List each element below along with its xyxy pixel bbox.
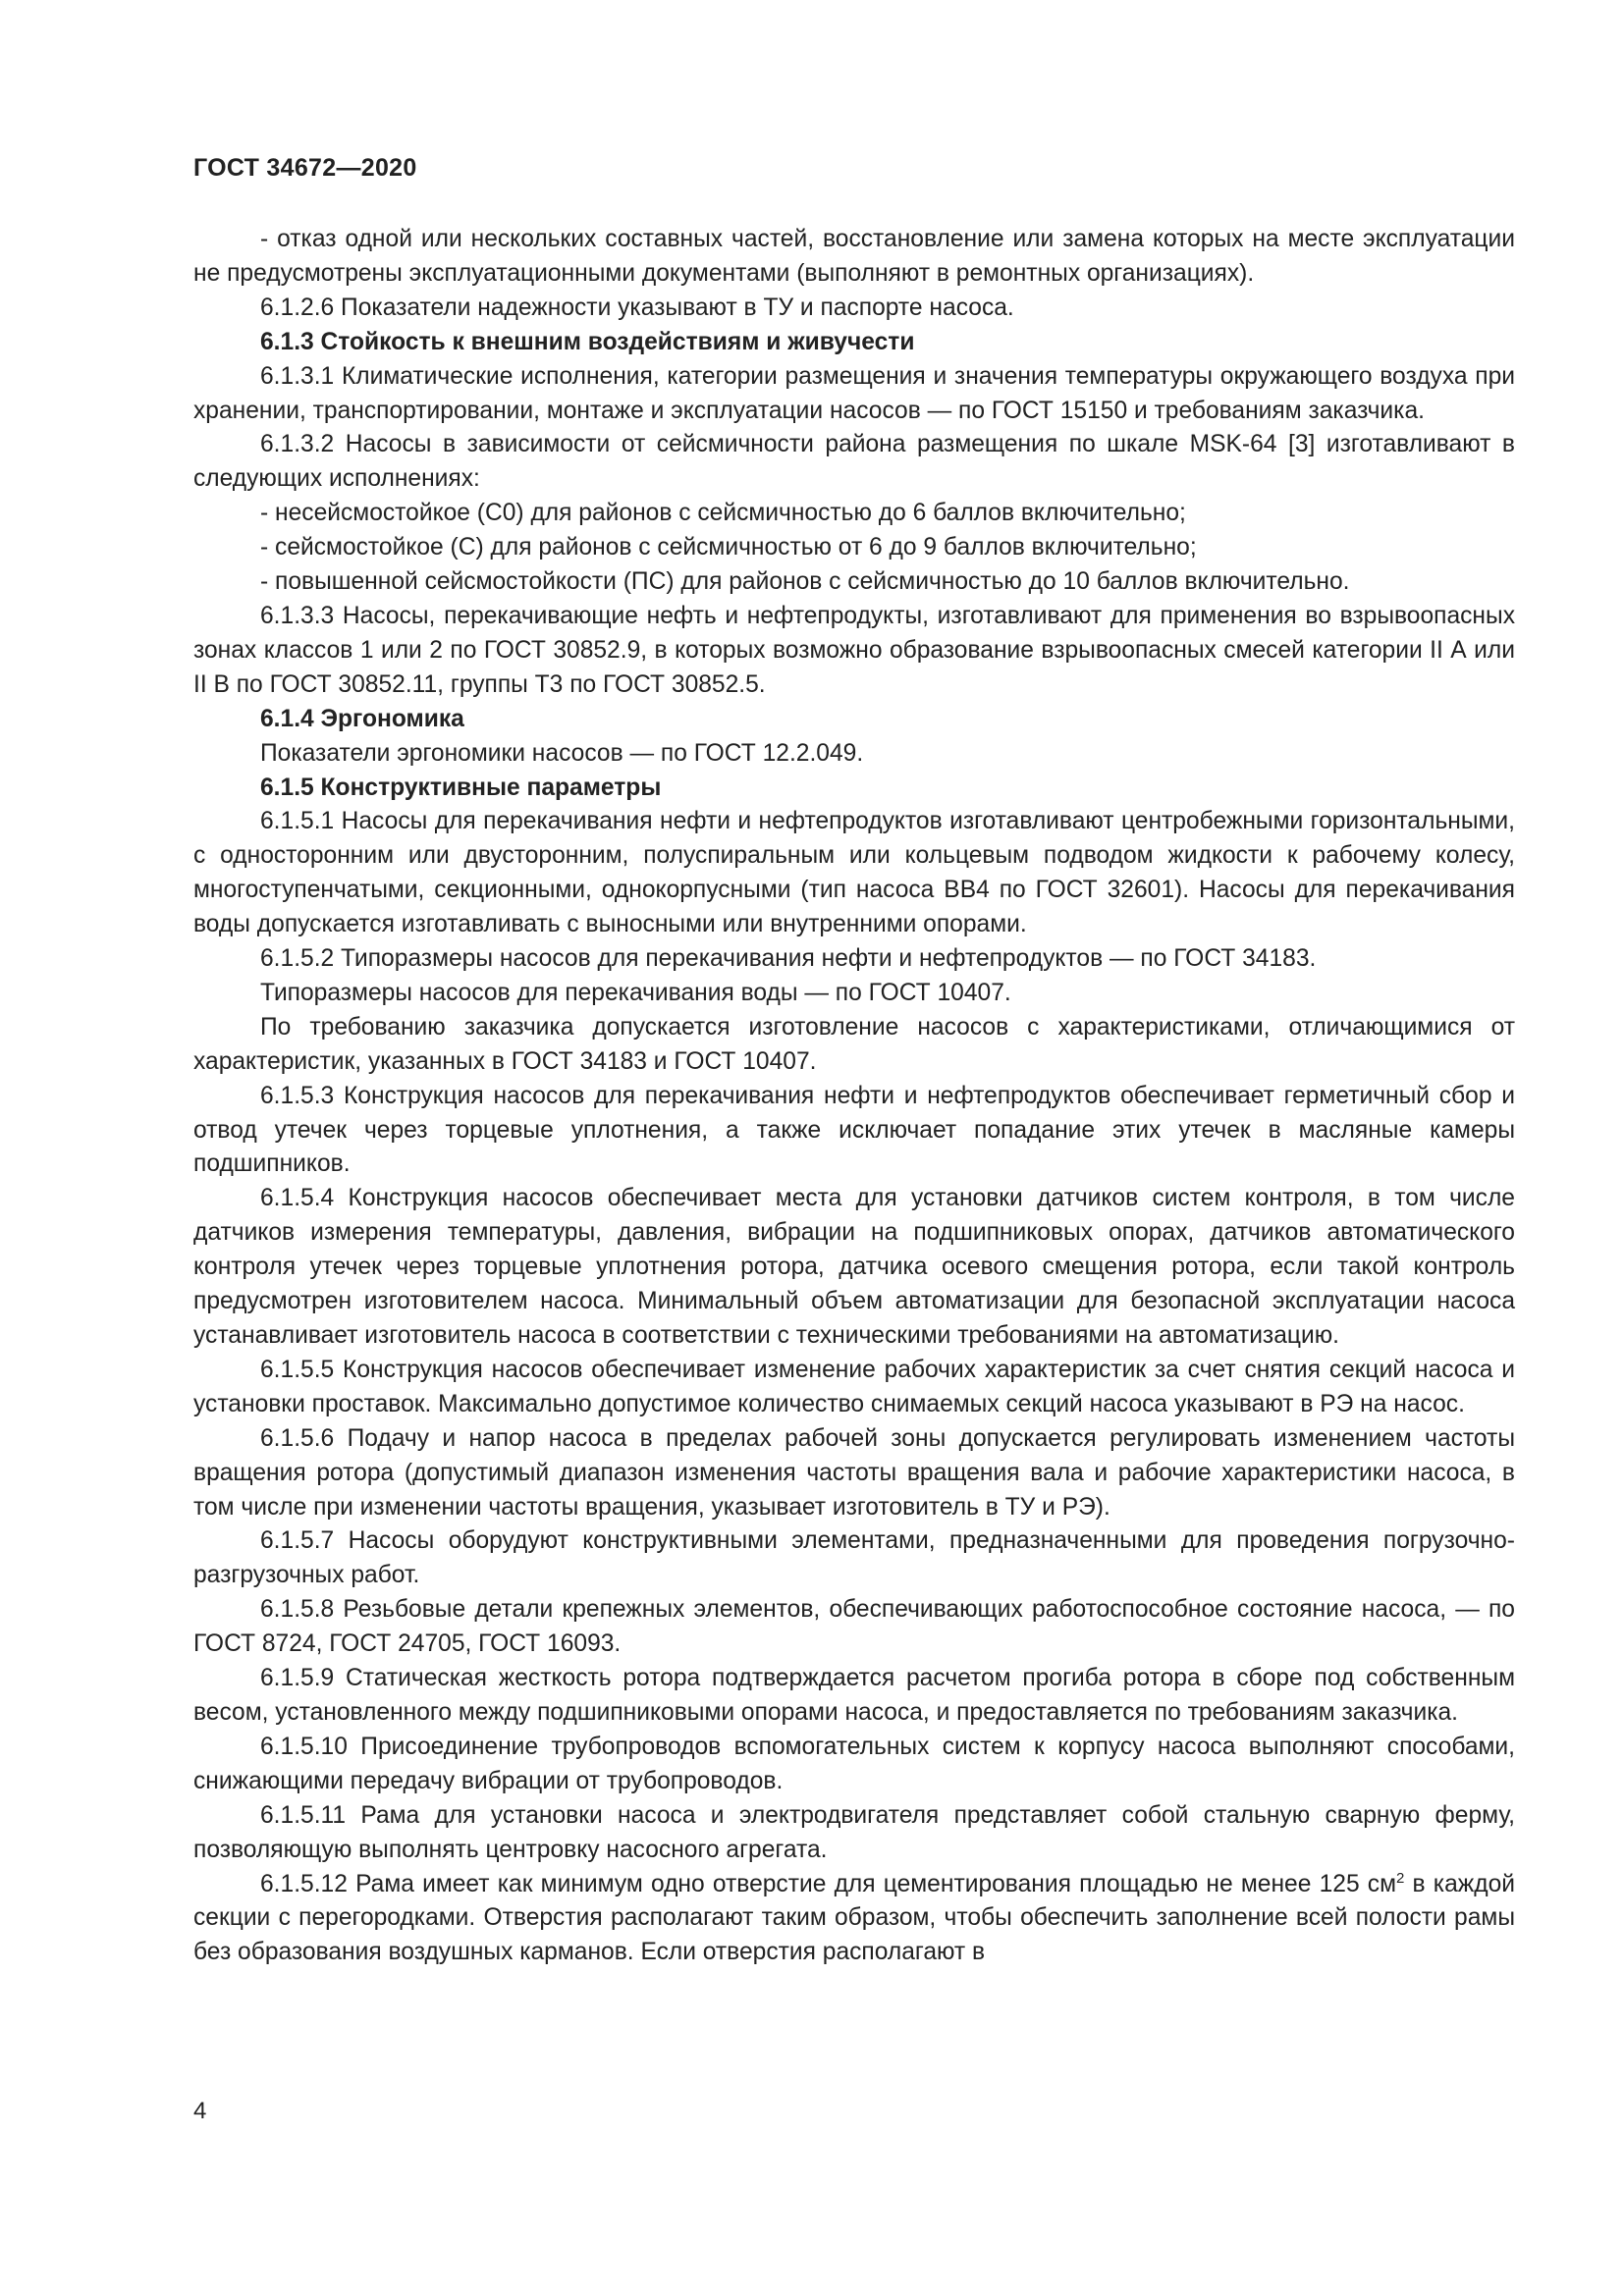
paragraph: Показатели эргономики насосов — по ГОСТ 12.2.049.	[260, 739, 864, 767]
list-item: - отказ одной или нескольких составных частей, восстановление или замена которых на месте эксплуатации не предусмотрены эксплуатационными документами (выполняют в ремонтных организациях).	[193, 226, 1515, 287]
list-item: - несейсмостойкое (С0) для районов с сейсмичностью до 6 баллов включительно;	[260, 500, 1186, 527]
page-number: 4	[193, 2098, 207, 2124]
paragraph: 6.1.3.1 Климатические исполнения, категории размещения и значения температуры окружающего воздуха при хранении, транспортировании, монтаже и эксплуатации насосов — по ГОСТ 15150 и требованиям заказчика.	[193, 362, 1515, 424]
section-heading: 6.1.5 Конструктивные параметры	[260, 774, 662, 801]
paragraph: 6.1.5.4 Конструкция насосов обеспечивает места для установки датчиков систем контроля, в том числе датчиков измерения температуры, давления, вибрации на подшипниковых опорах, датчиков автоматического контроля утечек через торцевые уплотнения ротора, датчика осевого смещения ротора, если такой контроль предусмотрен изготовителем насоса. Минимальный объем автоматизации для безопасной эксплуатации насоса устанавливает изготовитель насоса в соответствии с техническими требованиями на автоматизацию.	[193, 1185, 1515, 1349]
paragraph: 6.1.5.10 Присоединение трубопроводов вспомогательных систем к корпусу насоса выполняют способами, снижающими передачу вибрации от трубопроводов.	[193, 1733, 1515, 1794]
paragraph: По требованию заказчика допускается изготовление насосов с характеристиками, отличающимися от характеристик, указанных в ГОСТ 34183 и ГОСТ 10407.	[193, 1013, 1515, 1075]
paragraph: 6.1.5.6 Подачу и напор насоса в пределах рабочей зоны допускается регулировать изменением частоты вращения ротора (допустимый диапазон изменения частоты вращения вала и рабочие характеристики насоса, в том числе при изменении частоты вращения, указывает изготовитель в ТУ и РЭ).	[193, 1424, 1515, 1521]
paragraph: 6.1.5.2 Типоразмеры насосов для перекачивания нефти и нефтепродуктов — по ГОСТ 34183.	[260, 945, 1317, 973]
document-body	[193, 223, 1515, 1970]
paragraph: 6.1.5.11 Рама для установки насоса и электродвигателя представляет собой стальную сварную ферму, позволяющую выполнять центровку насосного агрегата.	[193, 1801, 1515, 1863]
paragraph: 6.1.5.5 Конструкция насосов обеспечивает изменение рабочих характеристик за счет снятия секций насоса и установки проставок. Максимально допустимое количество снимаемых секций насоса указывают в РЭ на насос.	[193, 1356, 1515, 1417]
section-heading: 6.1.4 Эргономика	[260, 705, 464, 732]
paragraph: 6.1.3.3 Насосы, перекачивающие нефть и нефтепродукты, изготавливают для применения во взрывоопасных зонах классов 1 или 2 по ГОСТ 30852.9, в которых возможно образование взрывоопасных смесей категории II А или II В по ГОСТ 30852.11, группы Т3 по ГОСТ 30852.5.	[193, 602, 1515, 698]
paragraph-text: 6.1.5.12 Рама имеет как минимум одно отверстие для цементирования площадью не менее 125 см	[260, 1870, 1397, 1897]
document-header: ГОСТ 34672—2020	[193, 154, 417, 182]
paragraph: 6.1.5.7 Насосы оборудуют конструктивными элементами, предназначенными для проведения погрузочно-разгрузочных работ.	[193, 1527, 1515, 1589]
superscript: 2	[1396, 1869, 1405, 1887]
paragraph: 6.1.5.9 Статическая жесткость ротора подтверждается расчетом прогиба ротора в сборе под собственным весом, установленного между подшипниковыми опорами насоса, и предоставляется по требованиям заказчика.	[193, 1665, 1515, 1726]
paragraph: 6.1.2.6 Показатели надежности указывают в ТУ и паспорте насоса.	[260, 294, 1014, 321]
list-item: - повышенной сейсмостойкости (ПС) для районов с сейсмичностью до 10 баллов включительно.	[260, 568, 1350, 596]
list-item: - сейсмостойкое (С) для районов с сейсмичностью от 6 до 9 баллов включительно;	[260, 534, 1197, 561]
section-heading: 6.1.3 Стойкость к внешним воздействиям и живучести	[260, 328, 915, 355]
paragraph	[193, 1868, 1515, 1971]
paragraph: Типоразмеры насосов для перекачивания воды — по ГОСТ 10407.	[260, 979, 1011, 1006]
paragraph: 6.1.5.8 Резьбовые детали крепежных элементов, обеспечивающих работоспособное состояние насоса, — по ГОСТ 8724, ГОСТ 24705, ГОСТ 16093.	[193, 1596, 1515, 1658]
paragraph: 6.1.5.3 Конструкция насосов для перекачивания нефти и нефтепродуктов обеспечивает герметичный сбор и отвод утечек через торцевые уплотнения, а также исключает попадание этих утечек в масляные камеры подшипников.	[193, 1082, 1515, 1178]
paragraph-text: в каждой секции с перегородками. Отверстия располагают таким образом, чтобы обеспечить заполнение всей полости рамы без образования воздушных карманов. Если отверстия располагают в	[193, 1870, 1515, 1966]
paragraph: 6.1.3.2 Насосы в зависимости от сейсмичности района размещения по шкале MSK-64 [3] изготавливают в следующих исполнениях:	[193, 431, 1515, 493]
paragraph: 6.1.5.1 Насосы для перекачивания нефти и нефтепродуктов изготавливают центробежными горизонтальными, с односторонним или двусторонним, полуспиральным или кольцевым подводом жидкости к рабочему колесу, многоступенчатыми, секционными, однокорпусными (тип насоса ВВ4 по ГОСТ 32601). Насосы для перекачивания воды допускается изготавливать с выносными или внутренними опорами.	[193, 808, 1515, 938]
